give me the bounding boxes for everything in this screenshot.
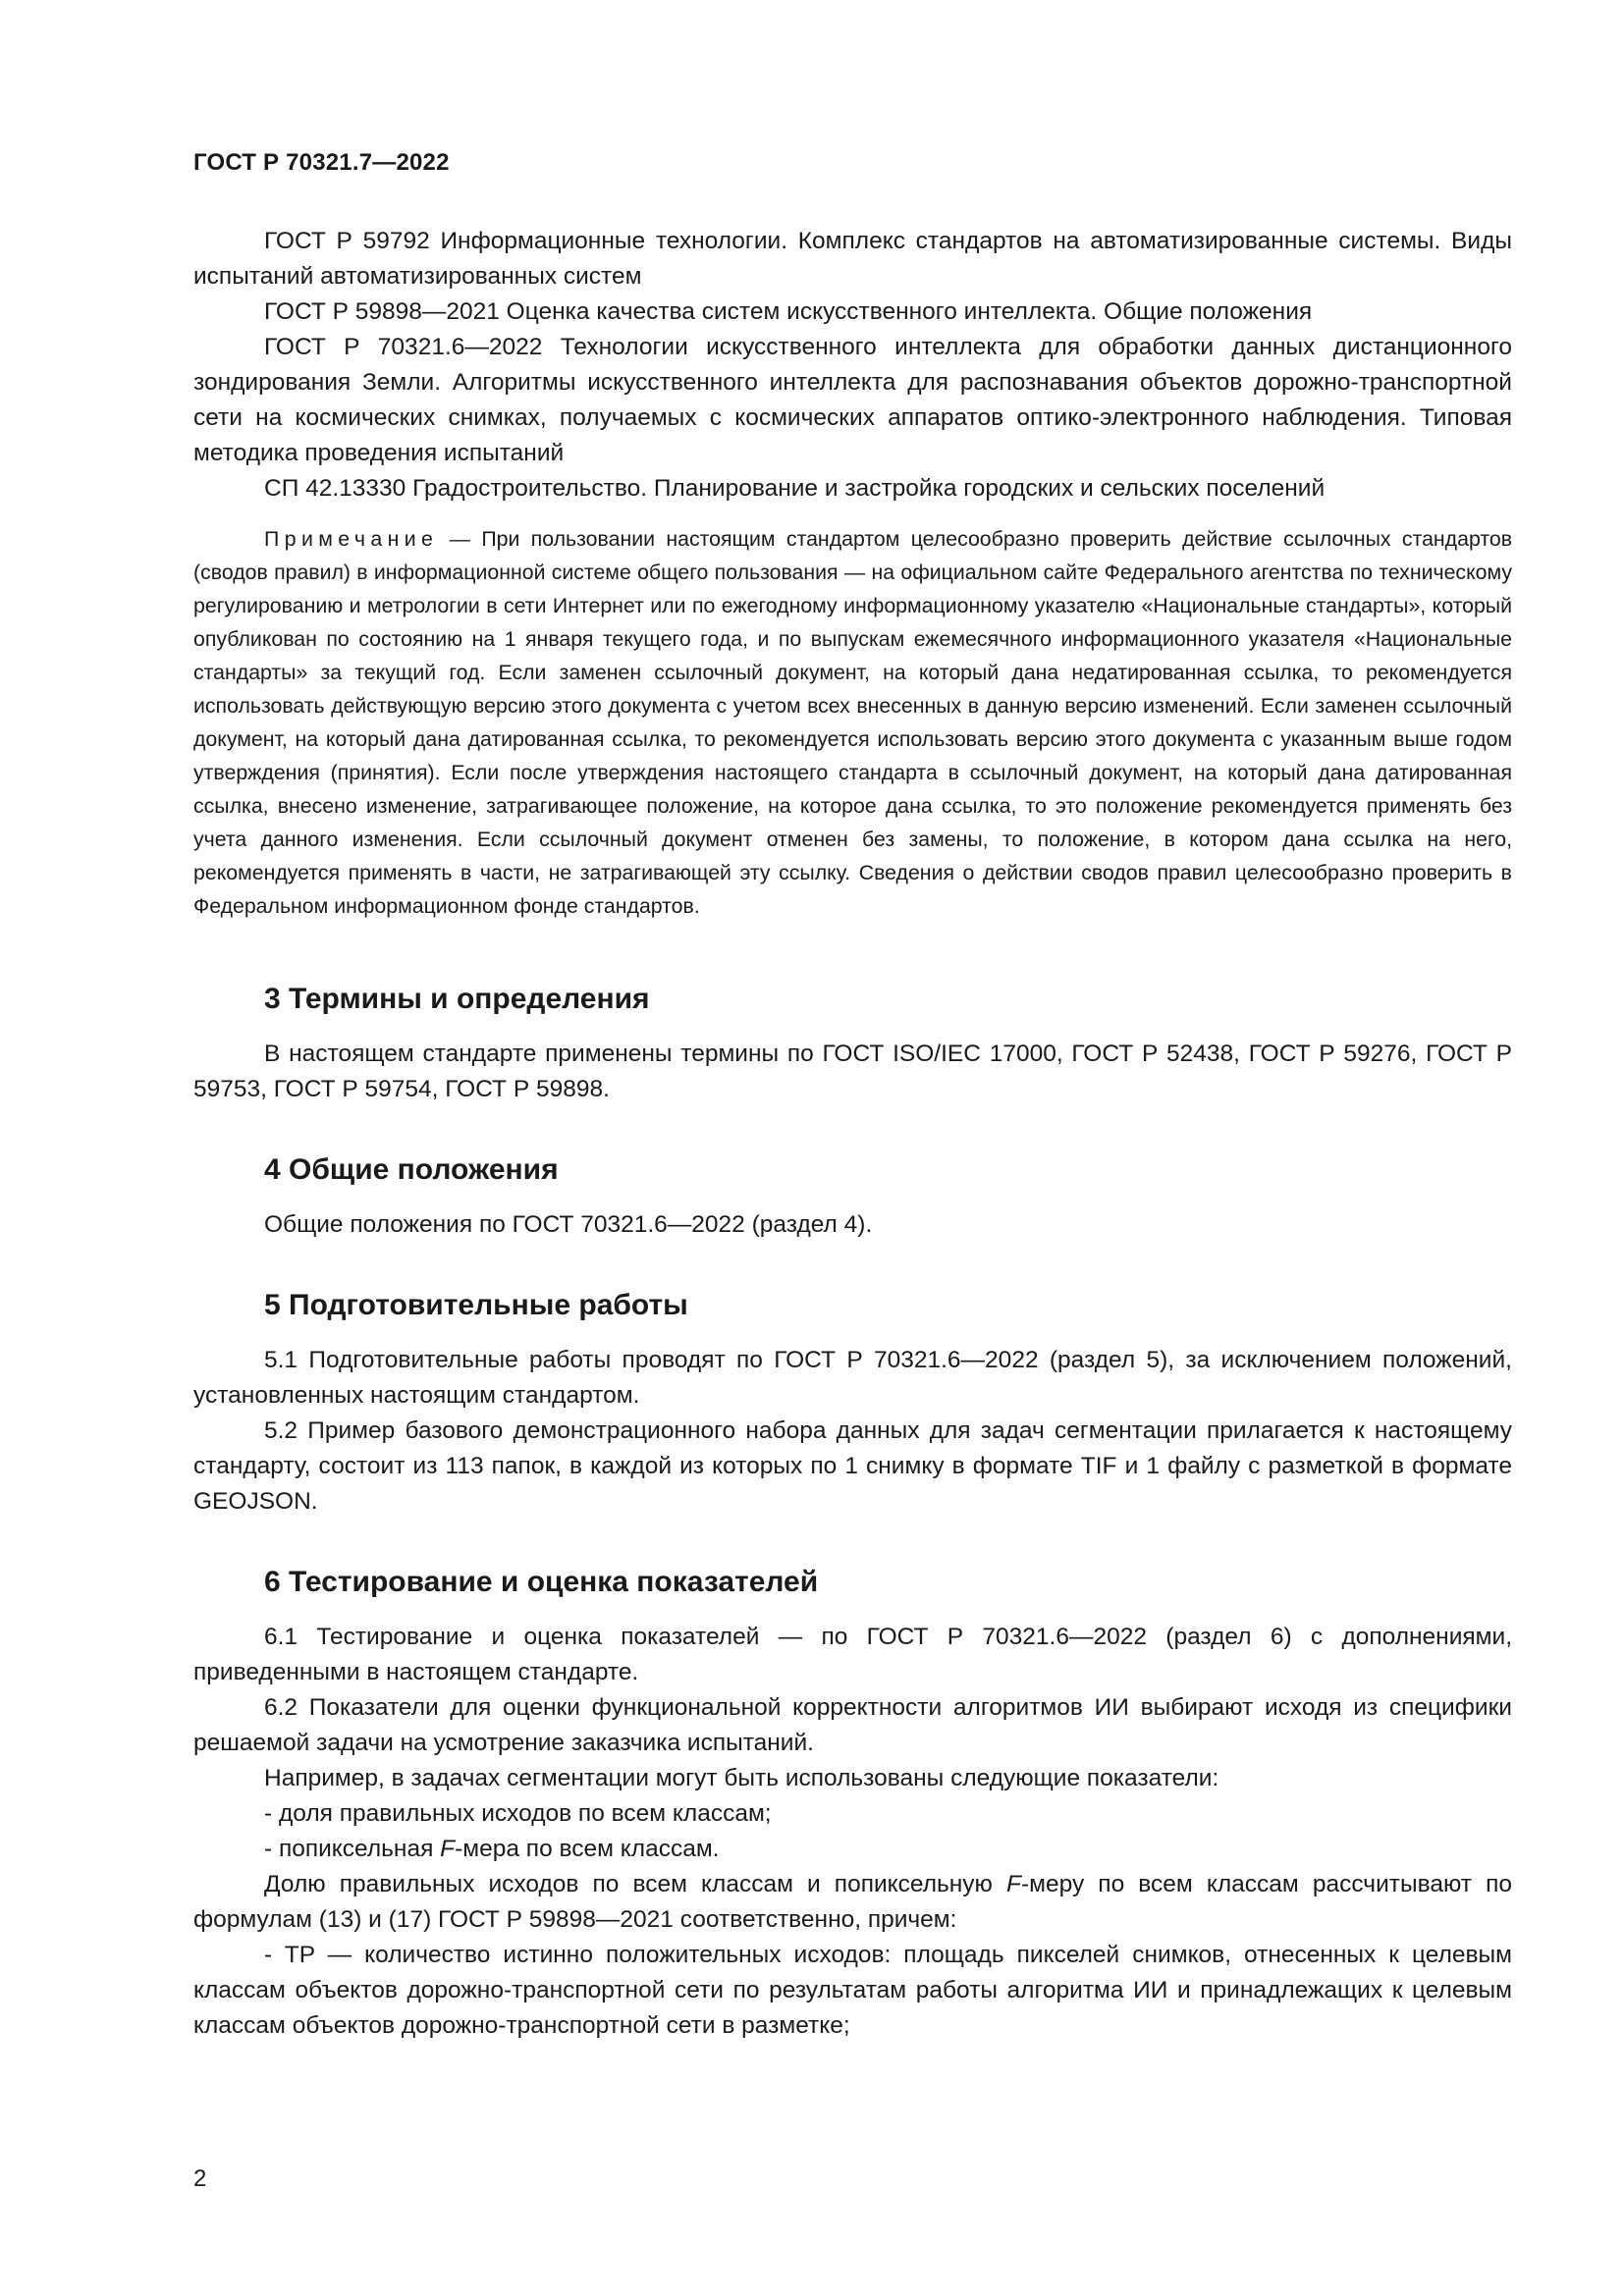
clause-5-2: 5.2 Пример базового демонстрационного набора данных для задач сегментации прилагается к настоящему стандарту, состоит из 113 папок, в каждой из которых по 1 снимку в формате TIF и 1 файлу с разметкой в формате GEOJSON. <box>193 1417 1512 1515</box>
note-label: Примечание <box>264 527 439 551</box>
section-3-text: В настоящем стандарте применены термины по ГОСТ ISO/IEC 17000, ГОСТ Р 52438, ГОСТ Р 59276, ГОСТ Р 59753, ГОСТ Р 59754, ГОСТ Р 59898. <box>193 1041 1512 1102</box>
f-symbol: F <box>1006 1871 1021 1897</box>
tp-definition: - TP — количество истинно положительных исходов: площадь пикселей снимков, отнесенных к целевым классам объектов дорожно-транспортной сети по результатам работы алгоритма ИИ и принадлежащих к целевым классам объектов дорожно-транспортной сети в разметке; <box>193 1942 1512 2039</box>
page-number: 2 <box>193 2165 207 2192</box>
section-4-title: 4 Общие положения <box>264 1153 559 1186</box>
section-3-title: 3 Термины и определения <box>264 983 650 1015</box>
formula-reference-paragraph <box>193 1867 1512 1938</box>
reference-item: ГОСТ Р 59898—2021 Оценка качества систем искусственного интеллекта. Общие положения <box>264 298 1313 325</box>
clause-6-2: 6.2 Показатели для оценки функциональной корректности алгоритмов ИИ выбирают исходя из специфики решаемой задачи на усмотрение заказчика испытаний. <box>193 1694 1512 1756</box>
clause-6-1: 6.1 Тестирование и оценка показателей — по ГОСТ Р 70321.6—2022 (раздел 6) с дополнениями, приведенными в настоящем стандарте. <box>193 1624 1512 1685</box>
list-item <box>193 1832 1512 1867</box>
normative-references-list <box>193 224 1512 507</box>
f-symbol: F <box>440 1836 456 1862</box>
page-content <box>193 224 1512 2044</box>
section-4-text: Общие положения по ГОСТ 70321.6—2022 (раздел 4). <box>264 1211 873 1238</box>
list-item-text: - попиксельная <box>264 1836 441 1862</box>
references-note <box>193 522 1512 923</box>
reference-item: ГОСТ Р 70321.6—2022 Технологии искусственного интеллекта для обработки данных дистанционного зондирования Земли. Алгоритмы искусственного интеллекта для распознавания объектов дорожно-транспортной сети на космических снимках, получаемых с космических аппаратов оптико-электронного наблюдения. Типовая методика проведения испытаний <box>193 334 1512 466</box>
section-5-title: 5 Подготовительные работы <box>264 1289 688 1321</box>
reference-item: СП 42.13330 Градостроительство. Планирование и застройка городских и сельских поселений <box>264 475 1326 502</box>
list-item-text: -мера по всем классам. <box>455 1836 720 1862</box>
clause-5-1: 5.1 Подготовительные работы проводят по ГОСТ Р 70321.6—2022 (раздел 5), за исключением положений, установленных настоящим стандартом. <box>193 1347 1512 1409</box>
paragraph-text: Долю правильных исходов по всем классам и попиксельную <box>264 1871 1007 1897</box>
reference-item: ГОСТ Р 59792 Информационные технологии. Комплекс стандартов на автоматизированные системы. Виды испытаний автоматизированных систем <box>193 228 1512 290</box>
paragraph-text: -меру по всем классам рассчитывают по формулам (13) и (17) ГОСТ Р 59898—2021 соответственно, причем: <box>193 1871 1512 1933</box>
section-6-title: 6 Тестирование и оценка показателей <box>264 1566 819 1598</box>
list-item: - доля правильных исходов по всем классам; <box>264 1800 772 1827</box>
metrics-intro: Например, в задачах сегментации могут быть использованы следующие показатели: <box>264 1765 1219 1791</box>
document-code-header: ГОСТ Р 70321.7—2022 <box>193 149 450 176</box>
note-text: — При пользовании настоящим стандартом целесообразно проверить действие ссылочных стандартов (сводов правил) в информационной системе общего пользования — на официальном сайте Федерального агентства по техническому регулированию и метрологии в сети Интернет или по ежегодному информационному указателю «Национальные стандарты», который опубликован по состоянию на 1 января текущего года, и по выпускам ежемесячного информационного указателя «Национальные стандарты» за текущий год. Если заменен ссылочный документ, на который дана недатированная ссылка, то рекомендуется использовать действующую версию этого документа с учетом всех внесенных в данную версию изменений. Если заменен ссылочный документ, на который дана датированная ссылка, то рекомендуется использовать версию этого документа с указанным выше годом утверждения (принятия). Если после утверждения настоящего стандарта в ссылочный документ, на который дана датированная ссылка, внесено изменение, затрагивающее положение, на которое дана ссылка, то это положение рекомендуется применять без учета данного изменения. Если ссылочный документ отменен без замены, то положение, в котором дана ссылка на него, рекомендуется применять в части, не затрагивающей эту ссылку. Сведения о действии сводов правил целесообразно проверить в Федеральном информационном фонде стандартов. <box>193 527 1513 918</box>
